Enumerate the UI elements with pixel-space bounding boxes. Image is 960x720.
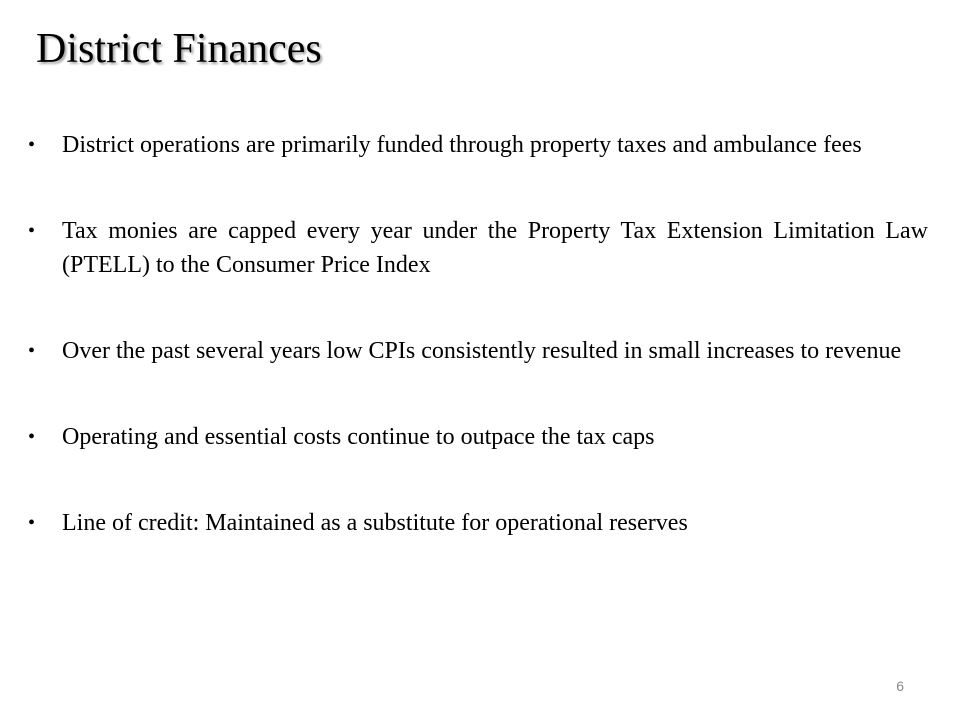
bullet-icon: • xyxy=(28,426,36,448)
bullet-icon: • xyxy=(28,220,36,242)
bullet-text: Tax monies are capped every year under the Property Tax Extension Limitation Law (PTELL) to the Consumer Price Index xyxy=(62,218,928,278)
slide-title: District Finances xyxy=(36,26,322,72)
bullet-item xyxy=(28,128,928,162)
bullet-text: Line of credit: Maintained as a substitute for operational reserves xyxy=(62,510,688,536)
bullet-item xyxy=(28,420,928,454)
page-number: 6 xyxy=(896,678,904,694)
bullet-icon: • xyxy=(28,512,36,534)
bullet-item xyxy=(28,506,928,540)
bullet-text: District operations are primarily funded through property taxes and ambulance fees xyxy=(62,132,862,158)
bullet-list xyxy=(28,128,928,592)
bullet-icon: • xyxy=(28,340,36,362)
bullet-text: Operating and essential costs continue to outpace the tax caps xyxy=(62,424,655,450)
bullet-icon: • xyxy=(28,134,36,156)
bullet-item xyxy=(28,334,928,368)
bullet-text: Over the past several years low CPIs consistently resulted in small increases to revenue xyxy=(62,338,902,364)
bullet-item xyxy=(28,214,928,282)
